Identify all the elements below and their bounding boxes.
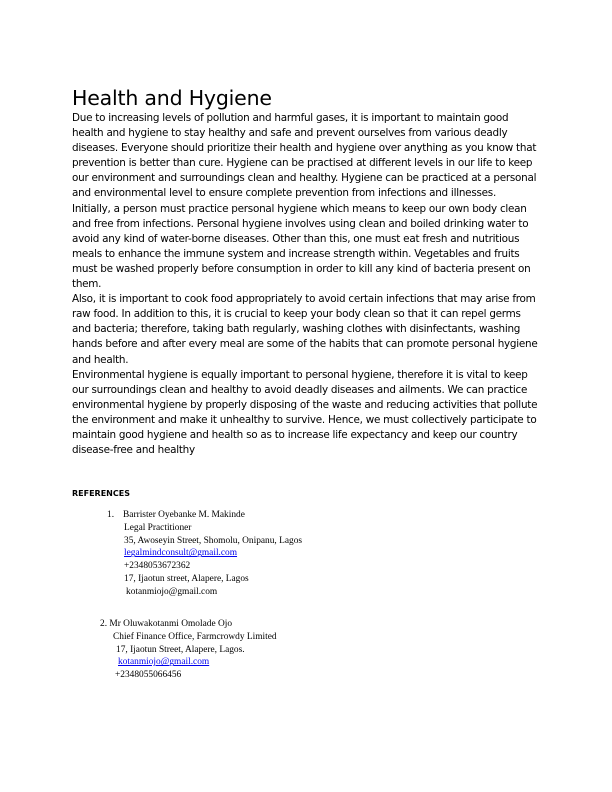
reference-1-address-2: 17, Ijaotun street, Alapere, Lagos	[124, 573, 249, 584]
paragraph-personal-hygiene: Initially, a person must practice personal hygiene which means to keep our own body clean and free from infections. Personal hygiene involves using clean and boiled drinking water to avoid any kind of water-borne diseases. Other than this, one must eat fresh and nutritious meals to enhance the immune system and increase strength within. Vegetables and fruits must be washed properly before consumption in order to kill any kind of bacteria present on them.	[72, 202, 531, 291]
reference-1-role: Legal Practitioner	[124, 522, 192, 533]
paragraph-environmental-hygiene: Environmental hygiene is equally important to personal hygiene, therefore it is vital to keep our surroundings clean and healthy to avoid deadly diseases and ailments. We can practice environmental hygiene by properly disposing of the waste and reducing activities that pollute the environment and make it unhealthy to survive. Hence, we must collectively participate to maintain good hygiene and health so as to increase life expectancy and keep our country disease-free and healthy	[72, 368, 538, 457]
reference-1-number: 1.	[107, 510, 115, 520]
reference-1-name: Barrister Oyebanke M. Makinde	[123, 510, 245, 520]
reference-2-email-link[interactable]: kotanmiojo@gmail.com	[118, 657, 210, 668]
reference-1-phone: +2348053672362	[124, 561, 191, 572]
paragraph-intro: Due to increasing levels of pollution and harmful gases, it is important to maintain good health and hygiene to stay healthy and safe and prevent ourselves from various deadly diseases. Everyone should prioritize their health and hygiene over anything as you know that prevention is better than cure. Hygiene can be practised at different levels in our life to keep our environment and surroundings clean and healthy. Hygiene can be practiced at a personal and environmental level to ensure complete prevention from infections and illnesses.	[72, 112, 537, 200]
reference-2	[100, 618, 277, 682]
document-title: Health and Hygiene	[72, 86, 272, 110]
reference-1-email-2: kotanmiojo@gmail.com	[126, 586, 218, 597]
reference-2-number: 2.	[100, 619, 108, 629]
reference-2-role: Chief Finance Office, Farmcrowdy Limited	[113, 631, 277, 642]
paragraph-food-and-body: Also, it is important to cook food appropriately to avoid certain infections that may arise from raw food. In addition to this, it is crucial to keep your body clean so that it can repel germs and bacteria; therefore, taking bath regularly, washing clothes with disinfectants, washing hands before and after every meal are some of the habits that can promote personal hygiene and health.	[72, 293, 538, 366]
reference-1-address: 35, Awoseyin Street, Shomolu, Onipanu, Lagos	[124, 535, 303, 546]
reference-1-email-link[interactable]: legalmindconsult@gmail.com	[124, 548, 238, 559]
reference-1	[107, 509, 302, 599]
references-heading: REFERENCES	[72, 489, 130, 498]
reference-1-name-line	[107, 509, 302, 522]
reference-2-name-line	[100, 618, 277, 631]
document-body	[72, 111, 542, 458]
reference-2-name: Mr Oluwakotanmi Omolade Ojo	[109, 619, 233, 629]
reference-2-address: 17, Ijaotun Street, Alapere, Lagos.	[116, 644, 245, 655]
reference-2-phone: +2348055066456	[115, 670, 182, 681]
